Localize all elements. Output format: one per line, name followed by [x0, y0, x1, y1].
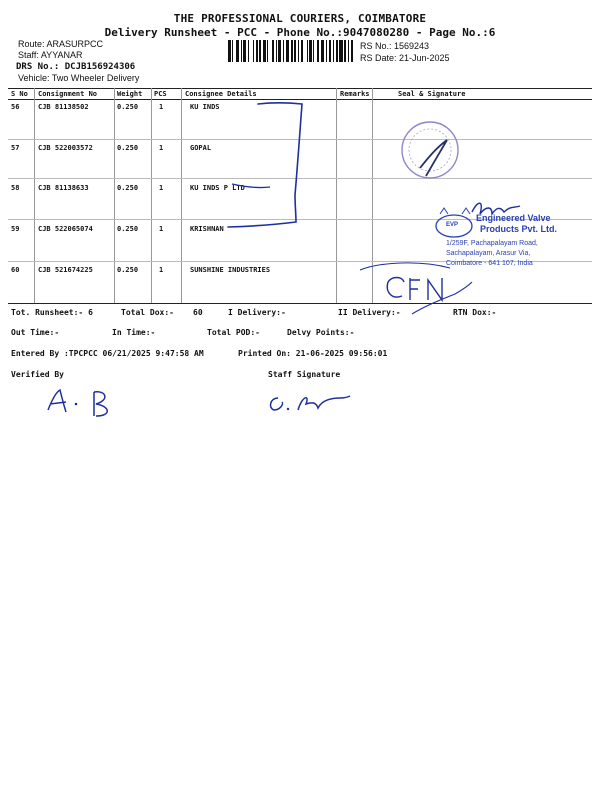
staff-signature [271, 396, 350, 410]
row-consignee: KRISHNAN [190, 225, 224, 233]
row-consignee: KU INDS P LTD [190, 184, 245, 192]
row-consignment: CJB 522065074 [38, 225, 93, 233]
rs-number: RS No.: 1569243 [360, 41, 430, 51]
stamp-company-line2: Products Pvt. Ltd. [480, 224, 558, 234]
rtn-dox: RTN Dox:- [453, 308, 497, 317]
route-label: Route: ARASURPCC [18, 39, 104, 49]
row-pcs: 1 [159, 225, 164, 233]
row-weight: 0.250 [117, 184, 139, 192]
staff-label: Staff: AYYANAR [18, 50, 83, 60]
row-consignee: KU INDS [190, 103, 220, 111]
stamp-address-line3: Coimbatore - 641 107, India [446, 260, 533, 267]
vehicle-label: Vehicle: Two Wheeler Delivery [18, 73, 140, 83]
verified-signature [48, 390, 107, 416]
col-header-weight: Weight [117, 90, 143, 98]
row-sno: 56 [11, 103, 20, 111]
row-consignee: GOPAL [190, 144, 212, 152]
row-weight: 0.250 [117, 266, 139, 274]
total-dox-label: Total Dox:- [121, 308, 174, 317]
row-weight: 0.250 [117, 225, 139, 233]
row-consignment: CJB 522003572 [38, 144, 93, 152]
verified-by-label: Verified By [11, 370, 64, 379]
ink-cfn-scribble [387, 278, 442, 301]
delvy-points: Delvy Points:- [287, 328, 355, 337]
staff-signature-label: Staff Signature [268, 370, 341, 379]
company-title: THE PROFESSIONAL COURIERS, COIMBATORE [173, 12, 427, 25]
total-pod: Total POD:- [207, 328, 260, 337]
col-header-seal: Seal & Signature [398, 90, 466, 98]
row-sno: 58 [11, 184, 20, 192]
row-consignment: CJB 521674225 [38, 266, 93, 274]
ink-bracket-mark [228, 103, 302, 227]
row-consignment: CJB 81138502 [38, 103, 89, 111]
total-runsheet: Tot. Runsheet:- 6 [11, 308, 93, 317]
printed-on: Printed On: 21-06-2025 09:56:01 [238, 349, 388, 358]
row-sno: 60 [11, 266, 20, 274]
row-consignment: CJB 81138633 [38, 184, 89, 192]
row-sno: 57 [11, 144, 20, 152]
rs-date: RS Date: 21-Jun-2025 [360, 53, 450, 63]
col-header-sno: S No [11, 90, 28, 98]
row-pcs: 1 [159, 144, 164, 152]
stamp-company-line1: Engineered Valve [476, 213, 551, 223]
row-sno: 59 [11, 225, 20, 233]
total-dox-value: 60 [193, 308, 203, 317]
col-header-consignee: Consignee Details [185, 90, 257, 98]
col-header-remarks: Remarks [340, 90, 370, 98]
col-header-pcs: PCS [154, 90, 167, 98]
ii-delivery: II Delivery:- [338, 308, 401, 317]
row-pcs: 1 [159, 266, 164, 274]
stamp-address-line1: 1/259F, Pachapalayam Road, [446, 240, 538, 247]
stamp-logo-text: EVP [446, 222, 459, 228]
drs-number: DRS No.: DCJB156924306 [16, 62, 136, 72]
entered-by: Entered By :TPCPCC 06/21/2025 9:47:58 AM [11, 349, 204, 358]
out-time: Out Time:- [11, 328, 60, 337]
row-weight: 0.250 [117, 103, 139, 111]
ink-tick-mark [232, 184, 270, 188]
round-seal-stamp [402, 122, 458, 178]
row-pcs: 1 [159, 184, 164, 192]
row-pcs: 1 [159, 103, 164, 111]
stamp-address-line2: Sachapalayam, Arasur Via, [446, 250, 531, 257]
ink-arc-mark [360, 263, 450, 270]
row-consignee: SUNSHINE INDUSTRIES [190, 266, 271, 274]
in-time: In Time:- [112, 328, 156, 337]
runsheet-title: Delivery Runsheet - PCC - Phone No.:9047080280 - Page No.:6 [104, 26, 496, 39]
i-delivery: I Delivery:- [228, 308, 286, 317]
row-weight: 0.250 [117, 144, 139, 152]
col-header-consignment: Consignment No [38, 90, 98, 98]
